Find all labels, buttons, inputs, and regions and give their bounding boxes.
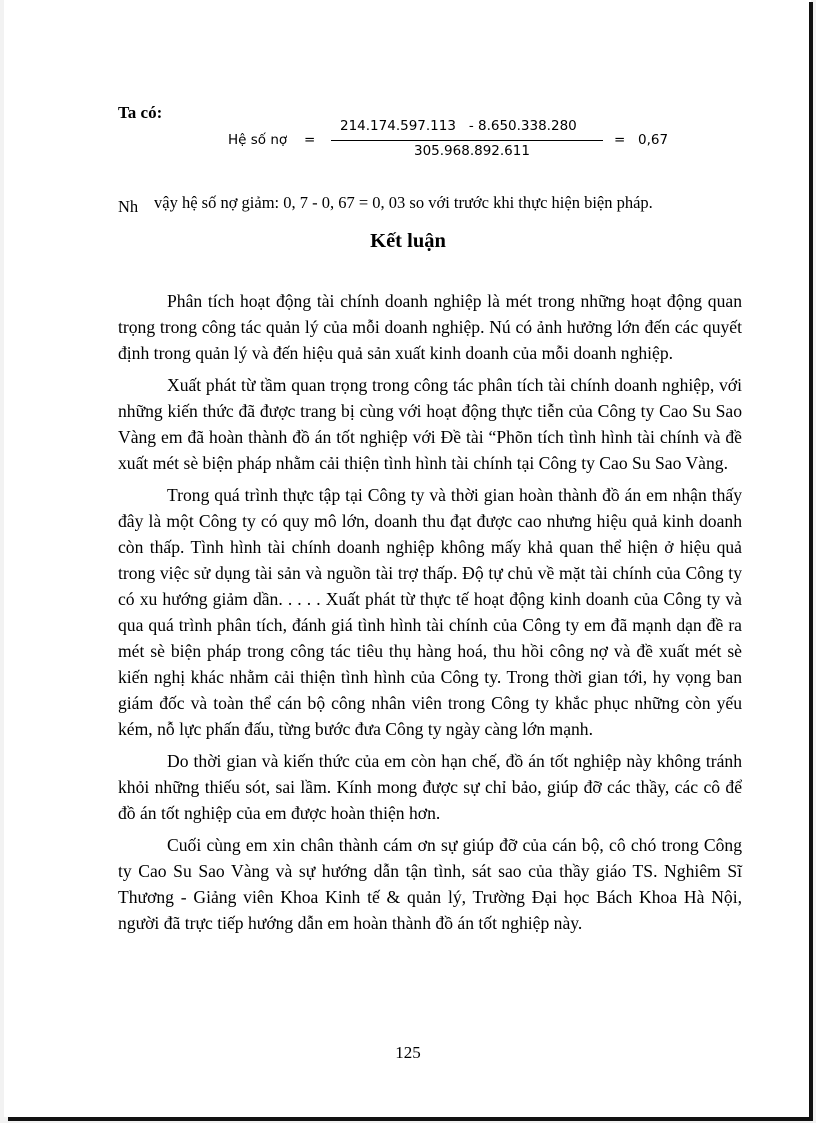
intro-label: Ta có: — [118, 103, 163, 122]
page-number: 125 — [395, 1043, 421, 1062]
paragraph-5: Cuối cùng em xin chân thành cám ơn sự giúp đỡ của cán bộ, cô chó trong Công ty Cao Su Sao Vàng và sự hướng dẫn tận tình, sát sao của thầy giáo TS. Nghiêm Sĩ Thương - Giảng viên Khoa Kinh tế & quản lý, Trường Đại học Bách Khoa Hà Nội, người đã trực tiếp hướng dẫn em hoàn thành đồ án tốt nghiệp này. — [118, 835, 742, 933]
conclusion-body — [118, 288, 742, 942]
fraction-bar — [331, 140, 603, 141]
page-shadow-bottom — [8, 1117, 813, 1121]
formula-denominator: 305.968.892.611 — [414, 143, 530, 159]
formula-equals-2: = — [614, 132, 626, 148]
paragraph-4: Do thời gian và kiến thức của em còn hạn chế, đồ án tốt nghiệp này không tránh khỏi những thiếu sót, sai lầm. Kính mong được sự chỉ bảo, giúp đỡ các thầy, các cô để đồ án tốt nghiệp của em được hoàn thiện hơn. — [118, 751, 742, 823]
formula-result: 0,67 — [638, 132, 669, 148]
section-heading: Kết luận — [370, 230, 446, 252]
result-prefix: Nh — [118, 197, 139, 216]
page-shadow-right — [809, 2, 813, 1118]
formula-equals-1: = — [304, 132, 316, 148]
formula-numerator: 214.174.597.113 - 8.650.338.280 — [340, 118, 577, 134]
paragraph-2: Xuất phát từ tầm quan trọng trong công tác phân tích tài chính doanh nghiệp, với những kiến thức đã được trang bị cùng với hoạt động thực tiễn của Công ty Cao Su Sao Vàng em đã hoàn thành đồ án tốt nghiệp với Đề tài “Phõn tích tình hình tài chính và đề xuất mét sè biện pháp nhằm cải thiện tình hình tài chính tại Công ty Cao Su Sao Vàng. — [118, 375, 742, 473]
debt-ratio-formula — [228, 118, 688, 168]
paragraph-1: Phân tích hoạt động tài chính doanh nghiệp là mét trong những hoạt động quan trọng trong công tác quản lý của mỗi doanh nghiệp. Nú có ảnh hưởng lớn đến các quyết định trong quản lý và đến hiệu quả sản xuất kinh doanh của mỗi doanh nghiệp. — [118, 291, 742, 363]
result-text: vậy hệ số nợ giảm: 0, 7 - 0, 67 = 0, 03 so với trước khi thực hiện biện pháp. — [154, 193, 653, 212]
formula-label: Hệ số nợ — [228, 132, 288, 148]
paragraph-3: Trong quá trình thực tập tại Công ty và thời gian hoàn thành đồ án em nhận thấy đây là một Công ty có quy mô lớn, doanh thu đạt được cao nhưng hiệu quả kinh doanh còn thấp. Tình hình tài chính doanh nghiệp không mấy khả quan thể hiện ở hiệu quả trong việc sử dụng tài sản và nguồn tài trợ thấp. Độ tự chủ về mặt tài chính của Công ty có xu hướng giảm dần. . . . . Xuất phát từ thực tế hoạt động kinh doanh của Công ty và qua quá trình phân tích, đánh giá tình hình tài chính của Công ty em đã mạnh dạn đề ra mét sè biện pháp trong công tác tiêu thụ hàng hoá, thu hồi công nợ và đề xuất mét sè kiến nghị khác nhằm cải thiện tình hình của Công ty. Trong thời gian tới, hy vọng ban giám đốc và toàn thể cán bộ công nhân viên trong Công ty khắc phục những còn yếu kém, nỗ lực phấn đấu, từng bước đưa Công ty ngày càng lớn mạnh. — [118, 485, 742, 739]
